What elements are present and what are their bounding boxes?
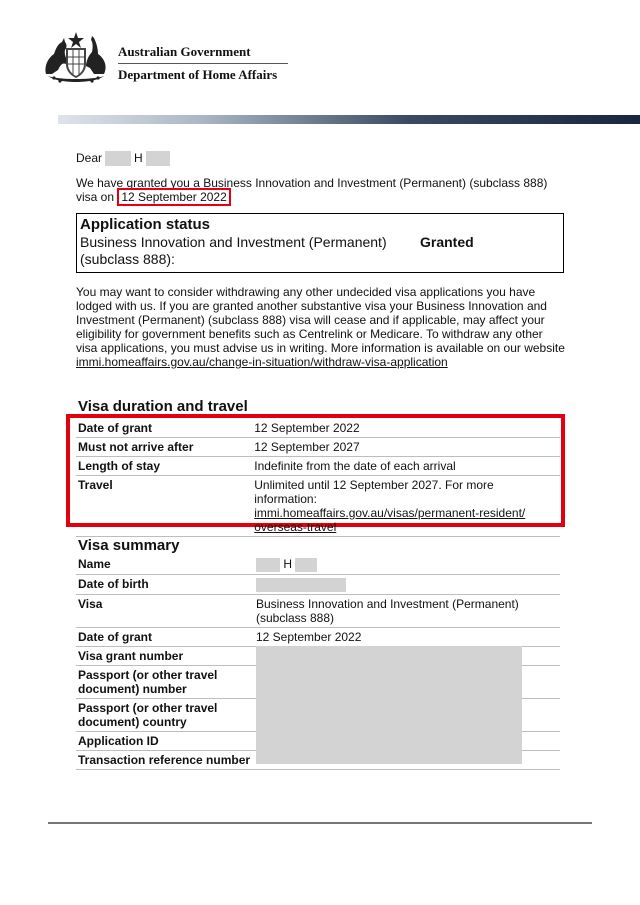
status-result: Granted [420,234,474,250]
row-value [254,555,560,574]
table-row [76,457,560,476]
status-title: Application status [80,216,211,233]
row-label: Name [76,555,254,574]
row-label: Date of birth [76,574,254,594]
table-row [76,574,560,594]
letterhead [0,0,640,124]
application-status-box [76,213,564,273]
redacted-given-name [105,151,131,166]
redacted-given-name [256,558,280,572]
salutation: Dear [76,151,103,165]
row-value: 12 September 2022 [252,419,560,438]
salutation-line [76,150,566,166]
travel-text: Unlimited until 12 September 2027. For more information: [254,478,494,506]
row-value [254,574,560,594]
grant-intro-paragraph [76,176,566,204]
redacted-surname [295,558,317,572]
coat-of-arms-icon [38,30,114,86]
redacted-date-of-birth [256,578,346,592]
row-label: Passport (or other travel document) number [76,665,254,698]
grant-date-highlight: 12 September 2022 [117,188,230,206]
government-name: Australian Government [118,44,288,64]
row-label: Application ID [76,731,254,750]
withdraw-text: You may want to consider withdrawing any other undecided visa applications you have lodged with us. If you are granted another substantive visa your Business Innovation and Investment (Permanent) (subclass 888) visa will cease and if applicable, may affect your eligibility for government benefits such as Centrelink or Medicare. To withdraw any other visa applications, you must advise us in writing. More information is available on our website [76,285,565,355]
table-row [76,438,560,457]
redacted-surname [146,151,170,166]
government-name-block [118,44,288,83]
duration-table [76,419,560,537]
withdraw-paragraph [76,285,566,369]
row-label: Passport (or other travel document) country [76,698,254,731]
row-label: Length of stay [76,457,252,476]
intro-text: We have granted you a Business Innovation and Investment (Permanent) (subclass 888) visa on [76,176,548,204]
row-value: 12 September 2022 [254,627,560,646]
table-row [76,476,560,537]
row-label: Date of grant [76,419,252,438]
name-initial: H [283,557,292,571]
row-label: Must not arrive after [76,438,252,457]
summary-section-title: Visa summary [78,537,180,554]
status-row [80,234,560,268]
department-name: Department of Home Affairs [118,67,278,82]
travel-link[interactable]: immi.homeaffairs.gov.au/visas/permanent-resident/ overseas-travel [254,506,526,534]
row-value [252,476,560,537]
table-row [76,419,560,438]
header-gradient-bar [58,115,640,124]
table-row [76,594,560,627]
withdraw-link[interactable]: immi.homeaffairs.gov.au/change-in-situation/withdraw-visa-application [76,355,448,369]
footer-rule [48,822,592,824]
status-visa-name: Business Innovation and Investment (Permanent) (subclass 888): [80,234,387,267]
row-label: Visa [76,594,254,627]
row-value: Business Innovation and Investment (Permanent) (subclass 888) [254,594,560,627]
row-label: Visa grant number [76,646,254,665]
row-label: Travel [76,476,252,537]
table-row [76,555,560,574]
surname-initial: H [134,151,143,165]
row-value: 12 September 2027 [252,438,560,457]
row-label: Date of grant [76,627,254,646]
row-label: Transaction reference number [76,750,254,769]
row-value: Indefinite from the date of each arrival [252,457,560,476]
table-row [76,627,560,646]
duration-section-title: Visa duration and travel [78,398,248,415]
letter-body [76,150,566,369]
redacted-identifiers-block [256,646,522,764]
